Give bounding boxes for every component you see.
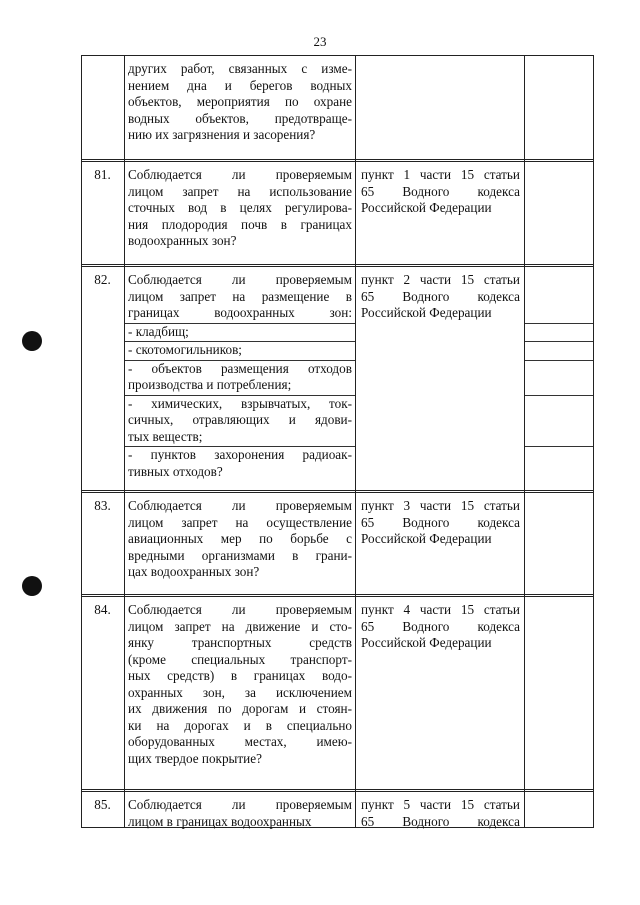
word: пункт — [361, 272, 394, 287]
word: лицом — [128, 183, 164, 199]
page-number: 23 — [313, 34, 327, 49]
word: и — [288, 412, 296, 427]
word: охранных — [128, 684, 183, 700]
word: и — [224, 77, 232, 93]
word: специально — [286, 717, 352, 733]
word: лицом — [128, 618, 164, 634]
table-border — [593, 55, 594, 828]
word: по — [284, 94, 299, 109]
word: объектов, — [128, 94, 182, 109]
word: зон, — [202, 684, 225, 700]
word: Водного — [402, 183, 450, 199]
word: движения — [152, 701, 208, 716]
word: водных — [310, 77, 352, 93]
question-text-line — [128, 718, 352, 735]
word: других — [128, 61, 167, 76]
word: стоян- — [316, 701, 352, 716]
word: ядови- — [314, 412, 352, 427]
word: Водного — [402, 618, 450, 634]
legal-reference-line: Российской Федерации — [361, 635, 492, 650]
question-text-line: водоохранных зон? — [128, 233, 237, 248]
sub-item-border — [525, 341, 593, 342]
question-text-line: лицом в границах водоохранных — [128, 813, 312, 829]
word: в — [230, 668, 238, 683]
row-number: 82. — [94, 272, 111, 287]
question-text-line — [128, 635, 352, 652]
word: 65 — [361, 183, 375, 199]
word: дорогам — [242, 701, 289, 716]
word: связанных — [228, 61, 288, 76]
word: организмами — [201, 547, 275, 563]
legal-reference-line: Российской Федерации — [361, 305, 492, 320]
word: кодекса — [477, 514, 520, 530]
table-border — [524, 55, 525, 828]
word: статьи — [483, 498, 520, 513]
word: в — [345, 288, 352, 304]
question-text-line — [128, 498, 352, 515]
table-border — [124, 55, 125, 828]
word: водных — [128, 110, 170, 126]
question-text-line — [128, 184, 352, 201]
row-border — [81, 264, 594, 265]
word: химических, — [151, 395, 223, 411]
word: ных — [128, 668, 151, 683]
question-text-line — [128, 619, 352, 636]
word: части — [419, 167, 452, 182]
word: пункт — [361, 498, 394, 513]
checklist-table — [81, 55, 594, 828]
word: (кроме — [128, 651, 166, 667]
word: пунктов — [150, 447, 196, 462]
word: водоохранных — [214, 305, 295, 320]
question-text-line — [128, 94, 352, 111]
word: и — [298, 701, 307, 716]
word: грани- — [315, 547, 352, 563]
legal-reference-line — [361, 272, 520, 289]
word: транспортных — [191, 635, 272, 650]
legal-reference-line: Российской Федерации — [361, 531, 492, 546]
word: проверяемым — [275, 602, 352, 617]
word: транспорт- — [290, 651, 352, 667]
word: и — [243, 717, 251, 733]
question-text-line: нию их загрязнения и засорения? — [128, 127, 316, 142]
question-text-line — [128, 78, 352, 95]
legal-reference-line — [361, 515, 520, 532]
sub-item-text-line: тых веществ; — [128, 428, 203, 444]
word: сто- — [329, 618, 352, 634]
word: - — [128, 395, 133, 411]
word: в — [280, 216, 287, 232]
word: - — [128, 360, 133, 376]
word: Соблюдается — [128, 272, 202, 287]
sub-item-border — [525, 323, 593, 324]
word: берегов — [249, 77, 293, 93]
question-text-line — [128, 548, 352, 565]
word: 2 — [403, 272, 411, 287]
word: лицом — [128, 288, 164, 304]
word: размещение — [261, 288, 330, 304]
word: проверяемым — [275, 272, 352, 287]
sub-item-text-line: - скотомогильников; — [128, 342, 242, 357]
sub-item-text-line: тивных отходов? — [128, 463, 223, 479]
word: кодекса — [477, 288, 520, 304]
word: границах — [300, 216, 352, 232]
word: использование — [269, 183, 352, 199]
question-text-line: цах водоохранных зон? — [128, 564, 260, 579]
row-number: 84. — [94, 602, 111, 617]
word: мер — [220, 531, 242, 546]
legal-reference-line: Российской Федерации — [361, 200, 492, 215]
word: ток- — [329, 395, 352, 411]
word: на — [156, 717, 170, 733]
sub-item-text-line — [128, 396, 352, 413]
word: борьбе — [290, 531, 329, 546]
sub-item-border — [525, 446, 593, 447]
word: статьи — [483, 602, 520, 617]
word: Водного — [402, 813, 450, 829]
word: захоронения — [214, 447, 285, 462]
word: в — [292, 547, 299, 563]
word: 5 — [403, 797, 411, 812]
sub-item-text-line — [128, 361, 352, 378]
word: местах, — [244, 734, 287, 749]
legal-reference-line — [361, 814, 520, 831]
row-number: 85. — [94, 797, 111, 812]
question-text-line — [128, 685, 352, 702]
word: 15 — [460, 498, 475, 513]
word: имею- — [316, 734, 352, 749]
question-text-line — [128, 272, 352, 289]
word: янку — [128, 635, 154, 650]
word: с — [346, 531, 352, 546]
legal-reference-line — [361, 797, 520, 814]
word: с — [301, 61, 308, 76]
word: движение — [245, 618, 301, 634]
word: вредными — [128, 547, 185, 563]
word: регулирова- — [284, 200, 352, 215]
question-text-line — [128, 515, 352, 532]
word: охране — [313, 94, 352, 109]
word: 65 — [361, 618, 375, 634]
row-border — [81, 159, 594, 160]
word: 15 — [460, 167, 475, 182]
word: части — [419, 498, 452, 513]
word: в — [220, 200, 227, 215]
legal-reference-line — [361, 498, 520, 515]
question-text-line — [128, 652, 352, 669]
question-text-line — [128, 61, 352, 78]
word: на — [235, 514, 249, 530]
word: за — [244, 684, 256, 700]
word: ли — [231, 602, 246, 617]
word: запрет — [181, 514, 218, 530]
word: работ, — [180, 61, 215, 76]
word: специальных — [191, 651, 266, 667]
word: 15 — [460, 797, 475, 812]
word: нением — [128, 77, 170, 93]
word: на — [232, 288, 246, 304]
word: 65 — [361, 514, 375, 530]
word: 15 — [460, 602, 475, 617]
word: кодекса — [477, 618, 520, 634]
word: 15 — [460, 272, 475, 287]
word: средств — [309, 635, 352, 650]
punch-hole-mark — [22, 331, 42, 351]
word: ния — [128, 216, 149, 232]
word: радиоак- — [302, 447, 352, 462]
sub-item-border — [525, 395, 593, 396]
word: изме- — [321, 61, 352, 76]
question-text-line — [128, 305, 352, 322]
sub-item-text-line — [128, 412, 352, 429]
word: мероприятия — [196, 94, 270, 109]
word: ли — [231, 167, 246, 182]
question-text-line — [128, 217, 352, 234]
word: лицом — [128, 514, 164, 530]
table-border — [81, 55, 594, 56]
word: водо- — [321, 668, 352, 683]
table-border — [355, 55, 356, 828]
sub-item-text-line: - кладбищ; — [128, 323, 189, 339]
word: сичных, — [128, 412, 174, 427]
word: 3 — [403, 498, 411, 513]
word: статьи — [483, 272, 520, 287]
word: запрет — [174, 618, 211, 634]
question-text-line — [128, 289, 352, 306]
word: ки — [128, 717, 142, 733]
question-text-line — [128, 734, 352, 751]
word: осуществление — [266, 514, 352, 530]
word: проверяемым — [275, 797, 352, 812]
word: плодородия — [161, 216, 228, 232]
word: средств) — [167, 668, 215, 683]
row-number: 83. — [94, 498, 111, 513]
word: части — [419, 272, 452, 287]
word: исключением — [275, 684, 352, 700]
word: запрет — [179, 288, 216, 304]
legal-reference-line — [361, 289, 520, 306]
word: 65 — [361, 813, 375, 829]
word: по — [259, 531, 273, 546]
punch-hole-mark — [22, 576, 42, 596]
word: ли — [231, 498, 246, 513]
word: Соблюдается — [128, 602, 202, 617]
word: и — [311, 618, 319, 634]
word: границах — [253, 668, 306, 683]
word: дна — [187, 77, 207, 93]
word: сточных — [128, 200, 175, 215]
row-border — [81, 490, 594, 491]
word: Соблюдается — [128, 167, 202, 182]
word: авиационных — [128, 531, 204, 546]
word: их — [128, 701, 142, 716]
question-text-line — [128, 167, 352, 184]
word: Соблюдается — [128, 498, 202, 513]
word: на — [237, 183, 251, 199]
word: предотвраще- — [274, 110, 352, 126]
question-text-line: щих твердое покрытие? — [128, 750, 262, 766]
word: ли — [231, 272, 246, 287]
row-border — [81, 161, 594, 162]
word: почв — [241, 216, 268, 232]
sub-item-text-line: производства и потребления; — [128, 377, 292, 392]
word: запрет — [182, 183, 219, 199]
word: отходов — [307, 360, 352, 376]
word: статьи — [483, 167, 520, 182]
question-text-line — [128, 668, 352, 685]
word: объектов — [151, 360, 202, 376]
word: размещения — [220, 360, 289, 376]
word: 4 — [403, 602, 411, 617]
word: объектов, — [195, 110, 249, 126]
word: на — [221, 618, 235, 634]
row-border — [81, 596, 594, 597]
question-text-line — [128, 111, 352, 128]
word: пункт — [361, 602, 394, 617]
word: 65 — [361, 288, 375, 304]
legal-reference-line — [361, 602, 520, 619]
word: взрывчатых, — [240, 395, 311, 411]
word: - — [128, 447, 133, 462]
word: по — [217, 701, 232, 716]
row-border — [81, 594, 594, 595]
question-text-line — [128, 531, 352, 548]
word: оборудованных — [128, 734, 215, 749]
row-border — [81, 791, 594, 792]
word: кодекса — [477, 813, 520, 829]
word: Соблюдается — [128, 797, 202, 812]
question-text-line — [128, 602, 352, 619]
row-border — [81, 492, 594, 493]
word: ли — [231, 797, 246, 812]
legal-reference-line — [361, 619, 520, 636]
legal-reference-line — [361, 167, 520, 184]
question-text-line — [128, 797, 352, 814]
word: проверяемым — [275, 167, 352, 182]
word: вод — [188, 200, 208, 215]
word: части — [419, 602, 452, 617]
word: части — [419, 797, 452, 812]
legal-reference-line — [361, 184, 520, 201]
row-number: 81. — [94, 167, 111, 182]
word: отравляющих — [192, 412, 270, 427]
sub-item-text-line — [128, 447, 352, 464]
word: Водного — [402, 288, 450, 304]
question-text-line — [128, 200, 352, 217]
row-border — [81, 266, 594, 267]
word: Водного — [402, 514, 450, 530]
word: зон: — [329, 305, 352, 320]
word: пункт — [361, 797, 394, 812]
word: проверяемым — [275, 498, 352, 513]
word: кодекса — [477, 183, 520, 199]
word: статьи — [483, 797, 520, 812]
question-text-line — [128, 701, 352, 718]
word: в — [265, 717, 272, 733]
sub-item-border — [525, 360, 593, 361]
word: 1 — [403, 167, 411, 182]
word: дорогах — [184, 717, 229, 733]
word: целях — [239, 200, 272, 215]
word: пункт — [361, 167, 394, 182]
row-border — [81, 789, 594, 790]
word: границах — [128, 305, 180, 320]
